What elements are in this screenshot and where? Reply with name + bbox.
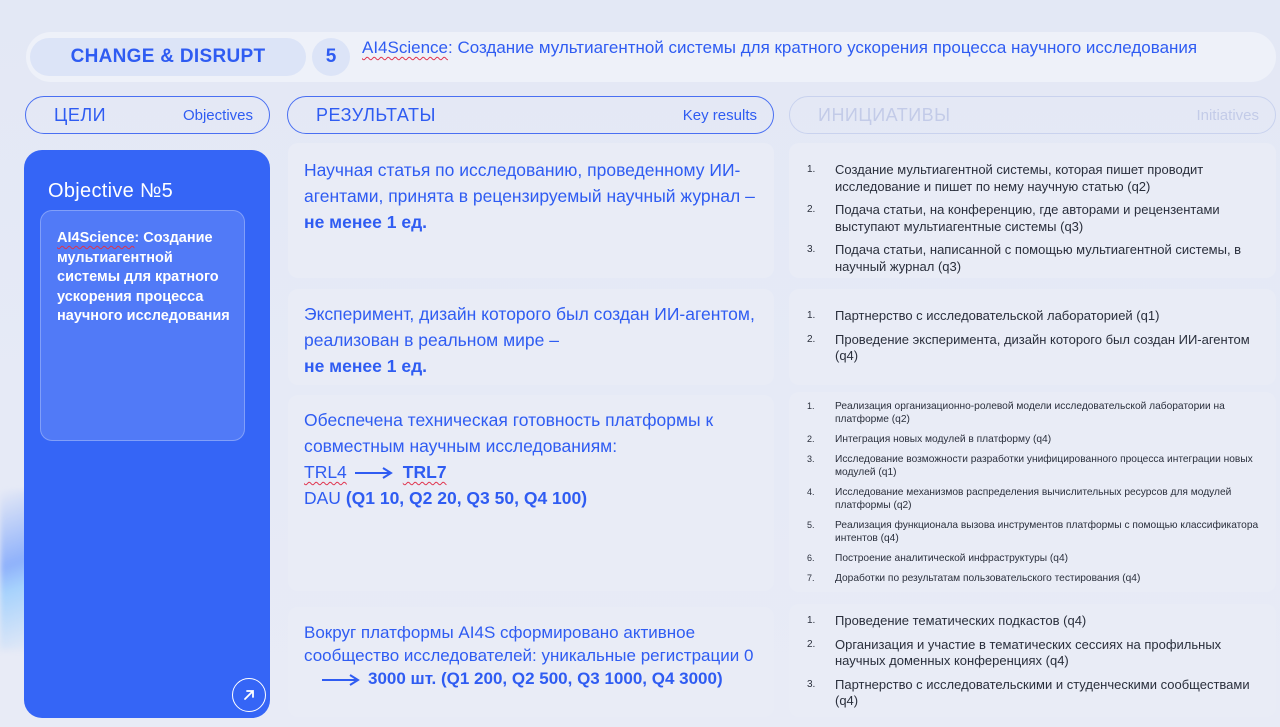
column-goals-ru: ЦЕЛИ (54, 104, 107, 125)
key-result-card-3 (288, 395, 774, 591)
key-result-text: Вокруг платформы AI4S сформировано активное сообщество исследователей: уникальные регистрации 0 (304, 623, 754, 665)
list-item: 3. Партнерство с исследовательскими и студенческими сообществами (q4) (807, 676, 1250, 708)
open-arrow-button[interactable] (232, 678, 266, 712)
objective-description (40, 210, 245, 441)
initiatives-card-1 (789, 143, 1276, 278)
column-results-en: Key results (682, 106, 757, 124)
initiatives-card-4 (789, 604, 1276, 717)
list-item: 2. Интеграция новых модулей в платформу (q4) (807, 434, 1052, 445)
dau-row (304, 485, 760, 511)
key-result-target: 3000 шт. (Q1 200, Q2 500, Q3 1000, Q4 3000) (368, 669, 723, 688)
arrow-right-icon (355, 467, 395, 479)
page-title (362, 38, 1242, 57)
key-result-card-1 (288, 143, 774, 278)
key-result-card-2 (288, 289, 774, 385)
list-item: 7. Доработки по результатам пользовательского тестирования (q4) (807, 573, 1141, 584)
list-item: 2. Подача статьи, на конференцию, где авторами и рецензентами выступают мультиагентные системы (q3) (807, 202, 1220, 234)
objective-prefix: AI4Science (57, 230, 135, 246)
key-result-text: Научная статья по исследованию, проведенному ИИ-агентами, принята в рецензируемый научный журнал – (304, 160, 755, 206)
title-rest: : Создание мультиагентной системы для кратного ускорения процесса научного исследования (448, 38, 1198, 57)
brand-badge: CHANGE & DISRUPT (30, 38, 306, 76)
title-prefix: AI4Science (362, 38, 448, 57)
trl-row (304, 459, 760, 485)
key-result-text: Эксперимент, дизайн которого был создан ИИ-агентом, реализован в реальном мире – (304, 304, 755, 350)
objective-card (24, 150, 270, 718)
list-item: 1. Реализация организационно-ролевой модели исследовательской лаборатории на платформе (q2) (807, 401, 1225, 425)
key-result-text: Обеспечена техническая готовность платформы к совместным научным исследованиям: (304, 410, 714, 456)
column-initiatives-en: Initiatives (1196, 106, 1259, 124)
key-result-target: не менее 1 ед. (304, 356, 428, 376)
list-item: 5. Реализация функционала вызова инструментов платформы с помощью классификатора интентов (q4) (807, 520, 1259, 544)
objective-number-badge: 5 (312, 38, 350, 76)
list-item: 4. Исследование механизмов распределения вычислительных ресурсов для модулей платформы (q2) (807, 487, 1232, 511)
objective-text: : Создание мультиагентной системы для кратного ускорения процесса научного исследования (57, 230, 230, 324)
key-result-card-4 (288, 607, 774, 717)
trl-from: TRL4 (304, 462, 347, 482)
column-header-initiatives (789, 96, 1276, 134)
column-header-results (287, 96, 774, 134)
dau-label: DAU (304, 488, 346, 508)
arrow-up-right-icon (241, 687, 257, 703)
list-item: 2. Организация и участие в тематических сессиях на профильных научных доменных конференциях (q4) (807, 636, 1222, 668)
list-item: 2. Проведение эксперимента, дизайн которого был создан ИИ-агентом (q4) (807, 331, 1250, 363)
dau-values: (Q1 10, Q2 20, Q3 50, Q4 100) (345, 488, 588, 508)
list-item: 1. Проведение тематических подкастов (q4) (807, 613, 1087, 628)
initiatives-card-2 (789, 289, 1276, 385)
list-item: 1. Партнерство с исследовательской лабораторией (q1) (807, 308, 1160, 323)
list-item: 6. Построение аналитической инфраструктуры (q4) (807, 553, 1069, 564)
objective-title: Objective №5 (48, 180, 174, 202)
list-item: 3. Исследование возможности разработки унифицированного процесса интеграции новых модулей (q1) (807, 454, 1253, 478)
list-item: 1. Создание мультиагентной системы, которая пишет проводит исследование и пишет по нему научную статью (q2) (807, 162, 1204, 194)
trl-to: TRL7 (402, 462, 447, 482)
column-results-ru: РЕЗУЛЬТАТЫ (316, 104, 436, 125)
initiatives-card-3 (789, 392, 1276, 592)
column-header-goals (25, 96, 270, 134)
column-initiatives-ru: ИНИЦИАТИВЫ (818, 104, 951, 125)
list-item: 3. Подача статьи, написанной с помощью мультиагентной системы, в научный журнал (q3) (807, 242, 1242, 274)
arrow-right-icon (322, 674, 362, 686)
key-result-target: не менее 1 ед. (304, 212, 428, 232)
column-goals-en: Objectives (182, 106, 253, 124)
